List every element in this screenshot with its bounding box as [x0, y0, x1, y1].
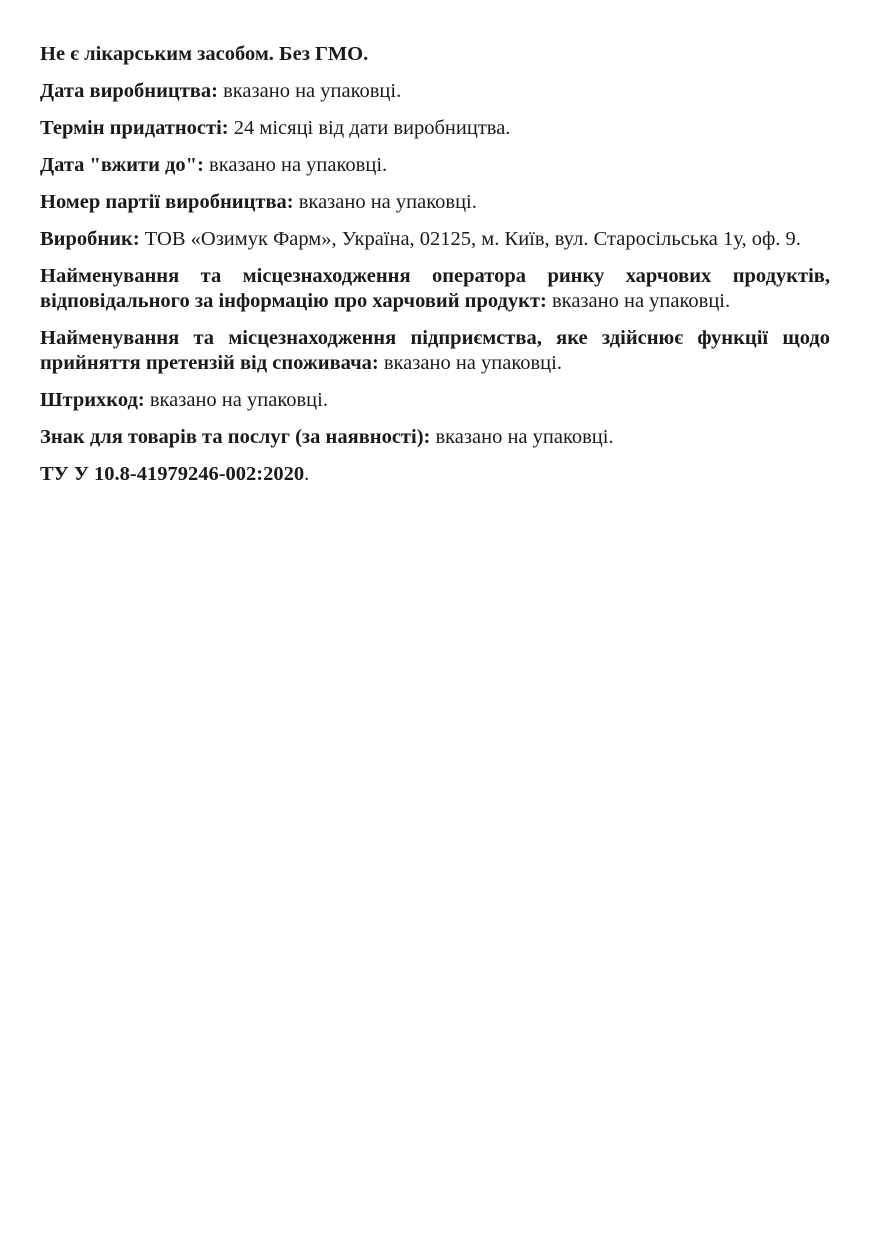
production-date: [40, 79, 830, 104]
food-operator: [40, 264, 830, 314]
technical-spec-code: ТУ У 10.8-41979246-002:2020: [40, 463, 305, 485]
trademark-value: вказано на упаковці.: [430, 426, 614, 448]
shelf-life-label: Термін придатності:: [40, 117, 229, 139]
barcode-label: Штрихкод:: [40, 389, 145, 411]
production-date-value: вказано на упаковці.: [217, 80, 402, 102]
trademark-label: Знак для товарів та послуг (за наявності):: [40, 426, 431, 448]
claims-company-label: Найменування та місцезнаходження підприємства, яке здійснює функції щодо прийняття претензій від споживача:: [40, 327, 830, 374]
technical-spec-period: .: [304, 463, 310, 485]
trademark: [40, 425, 830, 450]
batch-number: [40, 190, 830, 215]
shelf-life-value: 24 місяці від дати виробництва.: [228, 117, 511, 139]
gmo-statement: [40, 42, 830, 67]
production-date-label: Дата виробництва:: [40, 80, 218, 102]
manufacturer-label: Виробник:: [40, 228, 140, 250]
food-operator-value: вказано на упаковці.: [546, 290, 731, 312]
manufacturer: [40, 227, 830, 252]
barcode: [40, 388, 830, 413]
claims-company-value: вказано на упаковці.: [378, 352, 562, 374]
technical-spec: [40, 462, 830, 487]
shelf-life: [40, 116, 830, 141]
batch-number-value: вказано на упаковці.: [293, 191, 477, 213]
food-operator-label: Найменування та місцезнаходження оператора ринку харчових продуктів, відповідального за інформацію про харчовий продукт:: [40, 265, 830, 312]
gmo-statement-text: Не є лікарським засобом. Без ГМО.: [40, 43, 369, 65]
document-page: [40, 42, 830, 499]
claims-company: [40, 326, 830, 376]
batch-number-label: Номер партії виробництва:: [40, 191, 294, 213]
best-before-value: вказано на упаковці.: [203, 154, 388, 176]
best-before-label: Дата "вжити до":: [40, 154, 204, 176]
barcode-value: вказано на упаковці.: [144, 389, 328, 411]
best-before: [40, 153, 830, 178]
manufacturer-value: ТОВ «Озимук Фарм», Україна, 02125, м. Київ, вул. Старосільська 1у, оф. 9.: [139, 228, 801, 250]
